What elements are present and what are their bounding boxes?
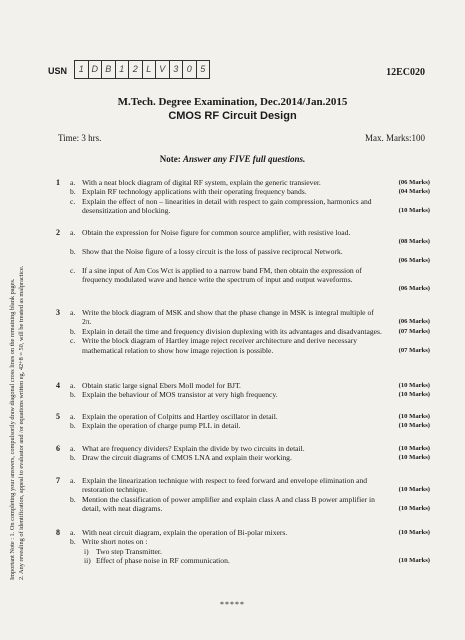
- question-part: [60, 537, 430, 546]
- side-important-note: [8, 140, 26, 580]
- part-text: Write the block diagram of MSK and show that the phase change in MSK is integral multiple of 2π.: [82, 308, 374, 327]
- part-text: Explain the linearization technique with respect to feed forward and envelope elimination and restoration technique.: [82, 476, 368, 495]
- question-part: [60, 381, 430, 390]
- part-marks: (08 Marks): [398, 238, 430, 246]
- usn-label: USN: [48, 66, 68, 76]
- usn-char: 0: [183, 60, 197, 79]
- paper-code: 12EC020: [386, 67, 425, 78]
- question-part: [60, 247, 430, 266]
- part-marks: (10 Marks): [398, 391, 430, 399]
- usn-char: D: [89, 60, 103, 79]
- usn-char: 5: [197, 60, 211, 79]
- part-marks: (06 Marks): [398, 179, 430, 186]
- time-allowed: Time: 3 hrs.: [58, 133, 102, 143]
- part-letter: b.: [70, 246, 76, 256]
- question-part: [60, 228, 430, 247]
- part-marks: (07 Marks): [398, 346, 430, 354]
- part-letter: c.: [70, 265, 76, 275]
- question-part: [60, 336, 430, 355]
- instructions-note: [0, 154, 465, 164]
- part-text: Write the block diagram of Hartley image reject receiver architecture and derive necessary mathematical relation to show how image rejection is possible.: [82, 336, 358, 355]
- question-part: [60, 495, 430, 514]
- usn-char: 3: [170, 60, 184, 79]
- part-text: Explain the operation of Colpitts and Hartley oscillator in detail.: [82, 412, 278, 421]
- end-of-paper-stars: *****: [220, 600, 245, 609]
- part-letter: c.: [70, 336, 76, 346]
- part-text: Obtain the expression for Noise figure for common source amplifier, with resistive load.: [82, 228, 351, 237]
- question-part: [60, 421, 430, 430]
- question-number: 7: [56, 476, 60, 485]
- question-number: 8: [56, 528, 60, 537]
- part-marks: (06 Marks): [398, 318, 430, 326]
- subpart-text: Two step Transmitter.: [96, 546, 162, 556]
- part-letter: a.: [70, 476, 76, 485]
- question-part: [60, 266, 430, 294]
- part-text: Explain the operation of charge pump PLL in detail.: [82, 421, 241, 431]
- question-3: [56, 308, 430, 355]
- part-letter: b.: [70, 494, 76, 504]
- usn-char: 2: [129, 60, 143, 79]
- question-part: [60, 528, 430, 537]
- question-subpart: [60, 556, 430, 565]
- note-text: Answer any FIVE full questions.: [182, 154, 306, 164]
- question-7: [56, 476, 430, 514]
- part-text: Explain the effect of non – linearities in detail with respect to gain compression, harmonics and desensitization and blocking.: [82, 196, 372, 216]
- part-marks: (10 Marks): [398, 382, 430, 389]
- question-number: 6: [56, 444, 60, 453]
- part-text: Show that the Noise figure of a lossy circuit is the loss of passive reciprocal Network.: [82, 246, 343, 256]
- part-marks: (10 Marks): [398, 557, 430, 565]
- question-part: [60, 187, 430, 196]
- part-marks: (10 Marks): [398, 422, 430, 430]
- part-letter: c.: [70, 196, 76, 206]
- part-marks: (10 Marks): [398, 207, 430, 215]
- part-text: With a neat block diagram of digital RF system, explain the generic transiever.: [82, 178, 321, 187]
- part-marks: (07 Marks): [398, 327, 430, 335]
- usn-char: 1: [116, 60, 130, 79]
- part-marks: (06 Marks): [398, 285, 430, 293]
- note-prefix: Note:: [159, 154, 183, 164]
- subpart-letter: i): [84, 546, 89, 556]
- part-text: Explain in detail the time and frequency division duplexing with its advantages and disadvantages.: [82, 326, 382, 336]
- question-number: 3: [56, 308, 60, 317]
- usn-boxes: [74, 60, 210, 79]
- part-marks: (10 Marks): [398, 454, 430, 462]
- question-part: [60, 444, 430, 453]
- usn-char: B: [102, 60, 116, 79]
- question-5: [56, 412, 430, 431]
- part-letter: a.: [70, 308, 76, 317]
- part-text: Draw the circuit diagrams of CMOS LNA and explain their working.: [82, 453, 292, 463]
- question-part: [60, 308, 430, 327]
- part-letter: a.: [70, 412, 76, 421]
- usn-char: V: [156, 60, 170, 79]
- question-number: 5: [56, 412, 60, 421]
- question-8: [56, 528, 430, 566]
- part-marks: (10 Marks): [398, 486, 430, 494]
- part-text: Write short notes on :: [82, 537, 148, 547]
- question-4: [56, 381, 430, 400]
- side-note-line-1: Important Note : 1. On completing your answers, compulsorily draw diagonal cross lines on the remaining blank pages.: [9, 278, 16, 580]
- part-letter: b.: [70, 390, 76, 400]
- part-marks: (10 Marks): [398, 529, 430, 536]
- part-marks: (06 Marks): [398, 257, 430, 265]
- question-number: 1: [56, 178, 60, 187]
- question-part: [60, 327, 430, 336]
- part-text: With neat circuit diagram, explain the operation of Bi-polar mixers.: [82, 528, 288, 537]
- part-letter: b.: [70, 421, 76, 431]
- question-2: [56, 228, 430, 294]
- question-subpart: [60, 547, 430, 556]
- part-text: If a sine input of Am Cos Wct is applied to a narrow band FM, then obtain the expression of frequency modulated wave and hence write the spectrum of input and output waveforms.: [82, 265, 362, 285]
- max-marks: Max. Marks:100: [365, 133, 425, 143]
- question-part: [60, 412, 430, 421]
- part-text: Explain the behaviour of MOS transistor at very high frequency.: [82, 390, 278, 400]
- question-6: [56, 444, 430, 463]
- part-marks: (04 Marks): [398, 188, 430, 196]
- part-letter: a.: [70, 381, 76, 390]
- subpart-letter: ii): [84, 556, 91, 566]
- usn-char: L: [143, 60, 157, 79]
- part-text: What are frequency dividers? Explain the divide by two circuits in detail.: [82, 444, 305, 453]
- part-letter: a.: [70, 228, 76, 237]
- subject-title: CMOS RF Circuit Design: [168, 110, 297, 122]
- question-part: [60, 390, 430, 399]
- part-letter: b.: [70, 537, 76, 547]
- part-letter: a.: [70, 444, 76, 453]
- question-number: 4: [56, 381, 60, 390]
- question-number: 2: [56, 228, 60, 237]
- part-marks: (10 Marks): [398, 505, 430, 513]
- part-marks: (10 Marks): [398, 413, 430, 420]
- part-letter: b.: [70, 453, 76, 463]
- question-part: [60, 453, 430, 462]
- part-marks: (10 Marks): [398, 445, 430, 452]
- subpart-text: Effect of phase noise in RF communication.: [96, 556, 230, 566]
- question-1: [56, 178, 430, 216]
- question-part: [60, 178, 430, 187]
- part-text: Obtain static large signal Ebers Moll model for BJT.: [82, 381, 241, 390]
- question-part: [60, 476, 430, 495]
- usn-char: 1: [74, 60, 89, 79]
- question-part: [60, 197, 430, 216]
- part-letter: a.: [70, 178, 76, 187]
- part-text: Mention the classification of power amplifier and explain class A and class B power amplifier in detail, with neat diagrams.: [82, 494, 375, 514]
- part-letter: b.: [70, 326, 76, 336]
- part-text: Explain RF technology applications with their operating frequency bands.: [82, 187, 307, 197]
- part-letter: a.: [70, 528, 76, 537]
- exam-title: M.Tech. Degree Examination, Dec.2014/Jan.2015: [117, 96, 348, 108]
- side-note-line-2: 2. Any revealing of identification, appeal to evaluator and /or equations written eg, 42+8 = 50, will be treated as malpractice.: [18, 265, 25, 580]
- part-letter: b.: [70, 187, 76, 197]
